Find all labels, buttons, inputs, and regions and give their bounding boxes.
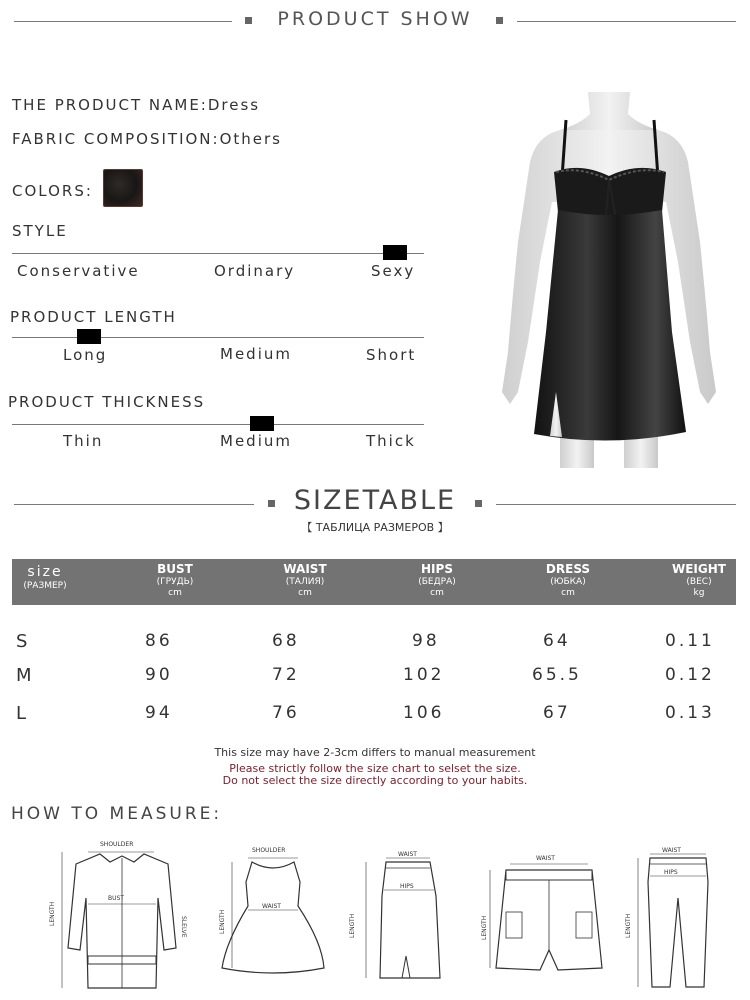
thickness-scale-line [12,424,424,425]
page-title: PRODUCT SHOW [277,8,473,30]
col-dress-name: DRESS [545,562,591,576]
thickness-label-thin: Thin [63,432,104,450]
skirt-measure-diagram [346,846,452,986]
col-size-ru: (РАЗМЕР) [23,581,67,591]
col-weight-unit: kg [693,588,705,598]
sizetable-rule-right [496,504,736,505]
length-scale-line [12,337,424,338]
shorts-length-label: LENGTH [481,915,488,940]
row-size-s: S [16,631,28,652]
cell-m-dress: 65.5 [532,665,582,685]
col-size [12,559,78,592]
cell-s-dress: 64 [543,631,571,651]
skirt-hips-label: HIPS [400,883,414,890]
dress-waist-label: WAIST [262,903,281,910]
cell-s-waist: 68 [272,631,300,651]
cell-s-bust: 86 [145,631,173,651]
style-scale-line [12,253,424,254]
col-waist-unit: cm [298,588,312,598]
style-label-ordinary: Ordinary [214,262,296,280]
note-warning-1: Please strictly follow the size chart to selset the size. [229,762,521,775]
col-bust [140,559,210,599]
pants-length-label: LENGTH [625,913,632,938]
col-waist-name: WAIST [283,562,327,576]
pants-waist-label: WAIST [662,847,681,854]
style-label-sexy: Sexy [371,262,416,280]
length-label-long: Long [63,346,108,364]
product-name-value: Dress [207,96,261,114]
thickness-label-medium: Medium [220,432,292,450]
cell-l-dress: 67 [543,703,571,723]
cell-s-hips: 98 [412,631,440,651]
cell-s-weight: 0.11 [665,631,715,651]
col-dress [533,559,603,599]
col-weight-ru: (ВЕС) [686,577,712,587]
color-swatch-black[interactable] [103,169,143,207]
fabric-row [12,130,282,148]
col-size-name: size [27,564,63,580]
thickness-selected-marker [250,416,274,431]
shorts-measure-diagram [476,850,616,980]
fabric-value: Others [219,130,282,148]
col-dress-unit: cm [561,588,575,598]
col-weight-name: WEIGHT [672,562,726,576]
cell-m-bust: 90 [145,665,173,685]
col-waist [270,559,340,599]
jacket-length-label: LENGTH [49,901,56,926]
cell-l-waist: 76 [272,703,300,723]
note-warning-2: Do not select the size directly according to your habits. [222,774,528,787]
size-table-header [12,559,736,605]
jacket-sleeve-label: SLELVE [180,916,187,938]
cell-l-bust: 94 [145,703,173,723]
cell-l-weight: 0.13 [665,703,715,723]
col-bust-name: BUST [157,562,193,576]
thickness-title: PRODUCT THICKNESS [8,393,206,411]
style-label-conservative: Conservative [17,262,140,280]
sizetable-subtitle: 【 ТАБЛИЦА РАЗМЕРОВ 】 [301,521,449,534]
row-size-l: L [16,703,27,724]
how-to-measure-title: HOW TO MEASURE: [11,804,223,824]
pants-hips-label: HIPS [664,869,678,876]
header-dot-right [496,17,503,24]
product-name-row [12,96,260,114]
jacket-shoulder-label: SHOULDER [100,841,134,848]
product-photo [488,92,730,468]
sizetable-title: SIZETABLE [293,485,457,516]
product-name-label: THE PRODUCT NAME: [12,96,208,114]
col-hips-unit: cm [430,588,444,598]
col-weight [664,559,734,599]
cell-m-weight: 0.12 [665,665,715,685]
length-label-medium: Medium [220,345,292,363]
skirt-length-label: LENGTH [349,913,356,938]
length-label-short: Short [366,346,417,364]
dress-length-label: LENGTH [219,909,226,934]
col-hips-name: HIPS [421,562,453,576]
col-waist-ru: (ТАЛИЯ) [285,577,325,587]
col-hips [402,559,472,599]
style-title: STYLE [12,222,68,240]
pants-measure-diagram [622,842,728,992]
cell-l-hips: 106 [403,703,445,723]
length-selected-marker [77,329,101,344]
header-rule-right [517,21,736,22]
colors-label: COLORS: [12,182,93,200]
cell-m-hips: 102 [403,665,445,685]
dress-measure-diagram [212,842,330,982]
col-bust-unit: cm [168,588,182,598]
col-bust-ru: (ГРУДЬ) [156,577,194,587]
length-title: PRODUCT LENGTH [10,308,177,326]
col-dress-ru: (ЮБКА) [550,577,586,587]
skirt-waist-label: WAIST [398,851,417,858]
note-measurement: This size may have 2-3cm differs to manual measurement [214,746,536,759]
dress-shoulder-label: SHOULDER [252,847,286,854]
shorts-waist-label: WAIST [536,855,555,862]
jacket-bust-label: BUST [108,895,124,902]
col-hips-ru: (БЕДРА) [418,577,456,587]
sizetable-dot-right [475,500,482,507]
cell-m-waist: 72 [272,665,300,685]
jacket-measure-diagram [48,838,196,998]
thickness-label-thick: Thick [366,432,416,450]
row-size-m: M [16,665,32,686]
fabric-label: FABRIC COMPOSITION: [12,130,220,148]
style-selected-marker [383,245,407,260]
